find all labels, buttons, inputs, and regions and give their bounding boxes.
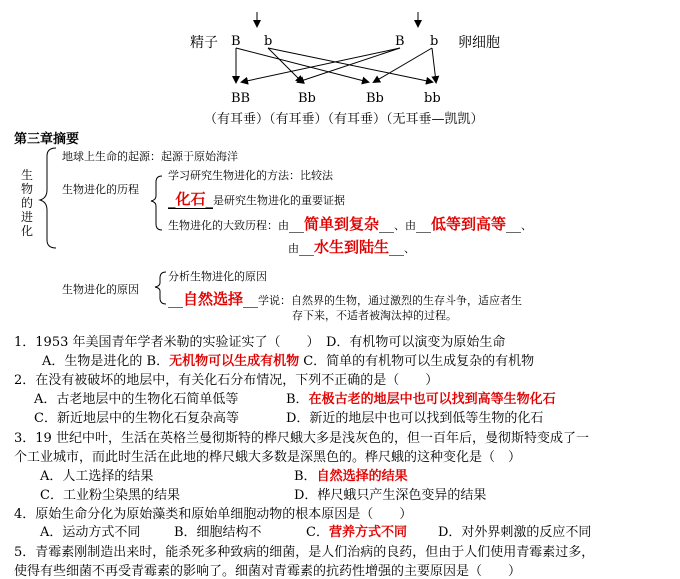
- q3-opt-a: A．人工选择的结果: [40, 469, 154, 484]
- cause-analysis: 分析生物进化的原因: [168, 270, 267, 283]
- q1-stem: 1．1953 年美国青年学者米勒的实验证实了（ ） D．有机物可以演变为原始生命: [14, 335, 506, 350]
- male-label: 精子: [190, 35, 218, 51]
- fossil-line: _化石_是研究生物进化的重要证据: [168, 190, 346, 208]
- history-label: 生物进化的历程: [62, 183, 139, 196]
- q4-stem: 4．原始生命分化为原始藻类和原始单细胞动物的根本原因是（ ）: [14, 507, 413, 522]
- fossil-rest: 是研究生物进化的重要证据: [213, 194, 346, 207]
- q4-opt-d: D．对外界刺激的反应不同: [438, 525, 592, 540]
- offspring-3: Bb: [366, 91, 384, 106]
- q3-stem: 3．19 世纪中叶，生活在英格兰曼彻斯特的桦尺蛾大多是浅灰色的，但一百年后，曼彻斯特变成了一: [14, 431, 589, 446]
- q1-answer: 无机物可以生成有机物: [169, 354, 300, 369]
- phenotype-line: （有耳垂）（有耳垂）（有耳垂）（无耳垂—凯凯）: [204, 112, 484, 127]
- root-label: 生物的进化: [21, 168, 34, 238]
- q2-opt-a: A．古老地层中的生物化石简单低等: [34, 392, 239, 407]
- offspring-4: bb: [424, 91, 441, 106]
- offspring-2: Bb: [298, 91, 316, 106]
- q5-stem: 5．青霉素刚制造出来时，能杀死多种致病的细菌，是人们治病的良药，但由于人们使用青霉素过多，: [14, 545, 595, 560]
- q4-answer: 营养方式不同: [328, 525, 407, 540]
- trend-line-2: 由__水生到陆生__、: [288, 238, 416, 256]
- q4-opt-a: A．运动方式不同: [40, 525, 141, 540]
- chapter-title: 第三章摘要: [14, 132, 80, 147]
- brace-cause: [155, 272, 166, 304]
- q4-opt-c: C．营养方式不同: [306, 525, 407, 540]
- brace-main: [40, 148, 56, 248]
- q5-stem-2: 使得有些细菌不再受青霉素的影响了。细菌对青霉素的抗药性增强的主要原因是（ ）: [14, 564, 522, 579]
- cause-label: 生物进化的原因: [62, 283, 139, 296]
- fossil-answer: 化石: [175, 190, 206, 208]
- selection-answer: 自然选择: [183, 290, 244, 308]
- brace-history: [151, 176, 162, 230]
- q1-options: A．生物是进化的 B．无机物可以生成有机物 C．简单的有机物可以生成复杂的有机物: [42, 354, 535, 369]
- q2-opt-d: D．新近的地层中也可以找到低等生物的化石: [286, 411, 544, 426]
- q2-opt-c: C．新近地层中的生物化石复杂高等: [34, 411, 239, 426]
- q2-stem: 2．在没有被破坏的地层中，有关化石分布情况，下列不正确的是（ ）: [14, 373, 439, 388]
- male-allele-1: B: [231, 34, 241, 49]
- q2-opt-b: B．在极古老的地层中也可以找到高等生物化石: [286, 392, 556, 407]
- selection-line-2: 存下来，不适者被淘汰掉的过程。: [292, 309, 457, 322]
- selection-line: __自然选择__学说：自然界的生物，通过激烈的生存斗争，适应者生: [168, 290, 523, 308]
- q3-stem-2: 个工业城市，而此时生活在此地的桦尺蛾大多数是深黑色的。桦尺蛾的这种变化是（ ）: [14, 450, 522, 465]
- male-allele-2: b: [264, 34, 273, 49]
- method-text: 学习研究生物进化的方法：比较法: [168, 169, 333, 182]
- q2-answer: 在极古老的地层中也可以找到高等生物化石: [308, 392, 556, 407]
- origin-text: 地球上生命的起源：起源于原始海洋: [62, 150, 238, 163]
- trend-answer-3: 水生到陆生: [314, 238, 390, 256]
- q3-opt-d: D．桦尺蛾只产生深色变异的结果: [294, 488, 487, 503]
- q4-opt-b: B．细胞结构不: [174, 525, 262, 540]
- q3-opt-c: C．工业粉尘染黑的结果: [40, 488, 180, 503]
- trend-answer-2: 低等到高等: [431, 215, 507, 233]
- q3-answer: 自然选择的结果: [316, 469, 408, 484]
- trend-line-1: 生物进化的大致历程：由__简单到复杂__、由__低等到高等__、: [168, 215, 533, 233]
- female-label: 卵细胞: [458, 35, 500, 51]
- trend-answer-1: 简单到复杂: [304, 215, 380, 233]
- offspring-1: BB: [231, 91, 251, 106]
- female-allele-1: B: [395, 34, 405, 49]
- q3-opt-b: B．自然选择的结果: [294, 469, 408, 484]
- female-allele-2: b: [430, 34, 439, 49]
